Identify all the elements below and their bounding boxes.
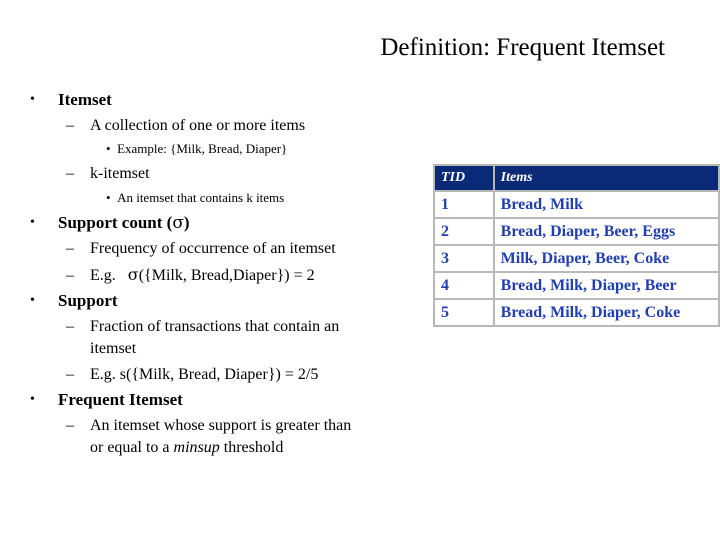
itemset-def-text: A collection of one or more items <box>90 117 306 134</box>
frequent-def-text-cont: or equal to a <box>90 439 174 456</box>
dash: – <box>66 240 74 257</box>
transactions-table <box>433 164 720 327</box>
table-row <box>434 299 719 326</box>
frequent-def-text-end: threshold <box>219 439 284 456</box>
support-example <box>66 364 318 386</box>
minsup-term: minsup <box>173 439 220 456</box>
sub-bullet: • <box>106 190 111 205</box>
items-cell: Milk, Diaper, Beer, Coke <box>494 245 719 272</box>
support-def-text: Fraction of transactions that contain an <box>90 318 340 335</box>
table-row <box>434 272 719 299</box>
bullet: • <box>30 92 35 107</box>
support-count-example <box>66 264 315 287</box>
support-count-heading <box>58 213 190 233</box>
items-cell: Bread, Diaper, Beer, Eggs <box>494 218 719 245</box>
items-cell: Bread, Milk, Diaper, Beer <box>494 272 719 299</box>
dash: – <box>66 117 74 134</box>
tid-cell: 1 <box>434 191 494 218</box>
eg-prefix: E.g. <box>90 267 116 284</box>
tid-cell: 2 <box>434 218 494 245</box>
sigma-symbol: σ <box>127 265 139 284</box>
slide-title: Definition: Frequent Itemset <box>380 34 665 61</box>
dash: – <box>66 417 74 434</box>
bullet: • <box>30 392 35 407</box>
tid-cell: 4 <box>434 272 494 299</box>
support-heading: Support <box>58 291 118 310</box>
table-row <box>434 218 719 245</box>
table-header-row <box>434 165 719 191</box>
dash: – <box>66 267 74 284</box>
table-row <box>434 245 719 272</box>
items-header: Items <box>494 165 719 191</box>
items-cell: Bread, Milk <box>494 191 719 218</box>
table-row <box>434 191 719 218</box>
dash: – <box>66 366 74 383</box>
frequent-itemset-heading: Frequent Itemset <box>58 390 183 409</box>
tid-header: TID <box>434 165 494 191</box>
itemset-example <box>106 141 287 157</box>
kitemset-def-text: An itemset that contains k items <box>117 190 285 205</box>
tid-cell: 5 <box>434 299 494 326</box>
support-definition <box>66 316 339 360</box>
support-example-text: E.g. s({Milk, Bread, Diaper}) = 2/5 <box>90 366 319 383</box>
bullet: • <box>30 215 35 230</box>
frequent-def-text: An itemset whose support is greater than <box>90 417 352 434</box>
itemset-heading: Itemset <box>58 90 112 109</box>
kitemset-line <box>66 163 150 185</box>
items-cell: Bread, Milk, Diaper, Coke <box>494 299 719 326</box>
itemset-definition <box>66 115 305 137</box>
sub-bullet: • <box>106 141 111 156</box>
frequent-itemset-definition <box>66 415 351 459</box>
kitemset-definition <box>106 190 284 206</box>
support-count-definition <box>66 238 336 260</box>
support-def-text-cont: itemset <box>90 340 137 357</box>
paren-close: ) <box>183 213 190 232</box>
dash: – <box>66 165 74 182</box>
sigma-symbol: σ <box>172 213 184 233</box>
support-count-example-text: ({Milk, Bread,Diaper}) = 2 <box>138 267 315 284</box>
bullet: • <box>30 293 35 308</box>
dash: – <box>66 318 74 335</box>
tid-cell: 3 <box>434 245 494 272</box>
kitemset-text: k-itemset <box>90 165 150 182</box>
itemset-example-text: Example: {Milk, Bread, Diaper} <box>117 141 288 156</box>
support-count-label: Support count ( <box>58 213 173 232</box>
support-count-def-text: Frequency of occurrence of an itemset <box>90 240 336 257</box>
